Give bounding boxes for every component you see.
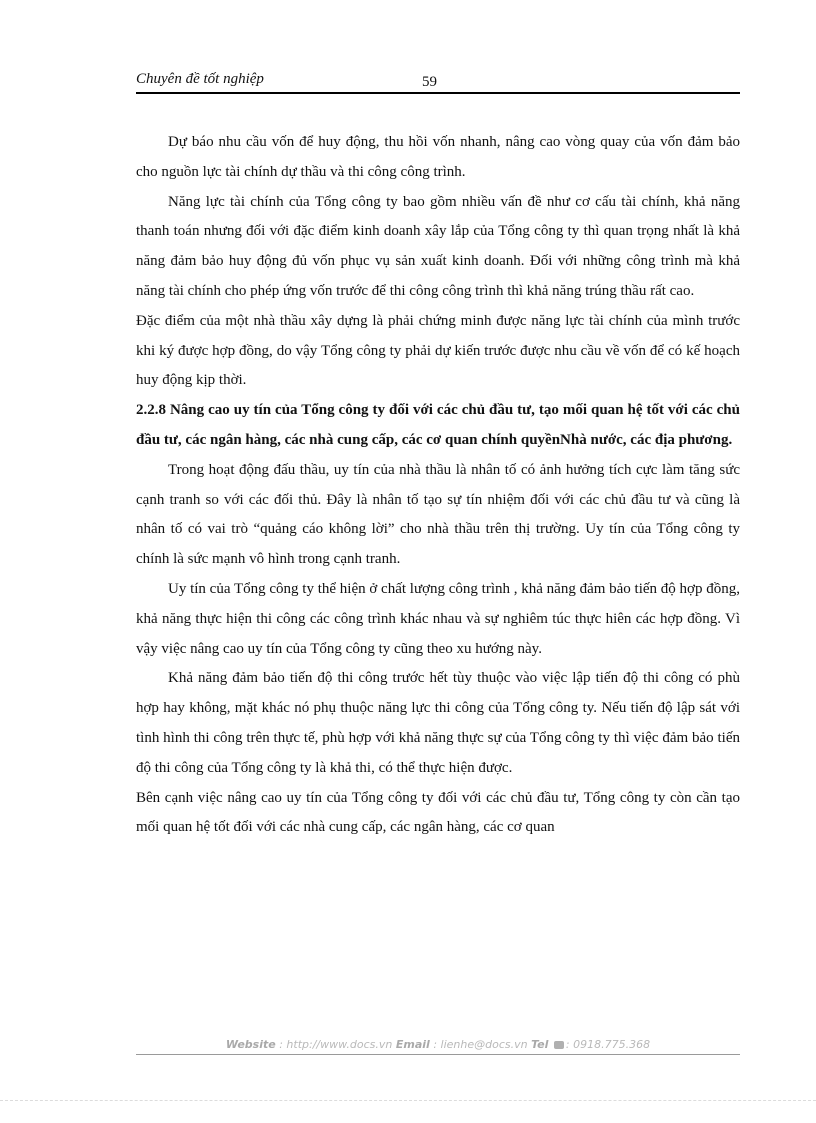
tel-label: Tel bbox=[531, 1038, 549, 1051]
paragraph: Bên cạnh việc nâng cao uy tín của Tổng công ty đối với các chủ đầu tư, Tổng công ty còn cần tạo mối quan hệ tốt đối với các nhà cung cấp, các ngân hàng, các cơ quan bbox=[136, 789, 740, 836]
page-footer bbox=[136, 1038, 740, 1055]
email-link[interactable]: : lienhe@docs.vn bbox=[433, 1038, 528, 1051]
page-bottom-divider bbox=[0, 1100, 816, 1101]
paragraph: Dự báo nhu cầu vốn để huy động, thu hồi vốn nhanh, nâng cao vòng quay của vốn đảm bảo cho nguồn lực tài chính dự thầu và thi công công trình. bbox=[136, 134, 740, 180]
phone-icon bbox=[554, 1041, 564, 1049]
page-number: 59 bbox=[422, 74, 437, 90]
paragraph: Đặc điểm của một nhà thầu xây dựng là phải chứng minh được năng lực tài chính của mình trước khi ký được hợp đồng, do vậy Tổng công ty phải dự kiến trước được nhu cầu về vốn để có kế hoạch huy động kịp thời. bbox=[136, 312, 740, 389]
paragraph: Năng lực tài chính của Tổng công ty bao gồm nhiều vấn đề như cơ cấu tài chính, khả năng thanh toán nhưng đối với đặc điểm kinh doanh xây lắp của Tổng công ty thì quan trọng nhất là khả năng đảm bảo huy động đủ vốn phục vụ sản xuất kinh doanh. Đối với những công trình mà khả năng tài chính cho phép ứng vốn trước để thi công công trình thì khả năng trúng thầu rất cao. bbox=[136, 193, 740, 299]
phone-number: : 0918.775.368 bbox=[565, 1038, 651, 1051]
document-body bbox=[136, 128, 740, 843]
paragraph: Trong hoạt động đấu thầu, uy tín của nhà thầu là nhân tố có ảnh hưởng tích cực làm tăng sức cạnh tranh so với các đối thủ. Đây là nhân tố tạo sự tín nhiệm đối với các chủ đầu tư và cũng là nhân tố có vai trò “quảng cáo không lời” cho nhà thầu trên thị trường. Uy tín của Tổng công ty chính là sức mạnh vô hình trong cạnh tranh. bbox=[136, 461, 740, 568]
website-link[interactable]: : http://www.docs.vn bbox=[279, 1038, 393, 1051]
paragraph: Uy tín của Tổng công ty thể hiện ở chất lượng công trình , khả năng đảm bảo tiến độ hợp đồng, khả năng thực hiện thi công các công trình khác nhau và sự nghiêm túc thực hiên các hợp đồng. Vì vậy việc nâng cao uy tín của Tổng công ty cũng theo xu hướng này. bbox=[136, 580, 740, 657]
website-label: Website bbox=[225, 1038, 276, 1051]
paragraph: Khả năng đảm bảo tiến độ thi công trước hết tùy thuộc vào việc lập tiến độ thi công có phù hợp hay không, mặt khác nó phụ thuộc năng lực thi công của Tổng công ty. Nếu tiến độ lập sát với tình hình thi công trên thực tế, phù hợp với khả năng thực sự của Tổng công ty thì việc đảm bảo tiến độ thi công của Tổng công ty là khả thi, có thể thực hiện được. bbox=[136, 670, 740, 776]
header-title: Chuyên đề tốt nghiệp bbox=[136, 71, 264, 87]
section-heading: 2.2.8 Nâng cao uy tín của Tổng công ty đối với các chủ đầu tư, tạo mối quan hệ tốt với các chủ đầu tư, các ngân hàng, các nhà cung cấp, các cơ quan chính quyềnNhà nước, các địa phương. bbox=[136, 402, 740, 448]
page-header bbox=[136, 66, 740, 94]
email-label: Email bbox=[395, 1038, 430, 1051]
